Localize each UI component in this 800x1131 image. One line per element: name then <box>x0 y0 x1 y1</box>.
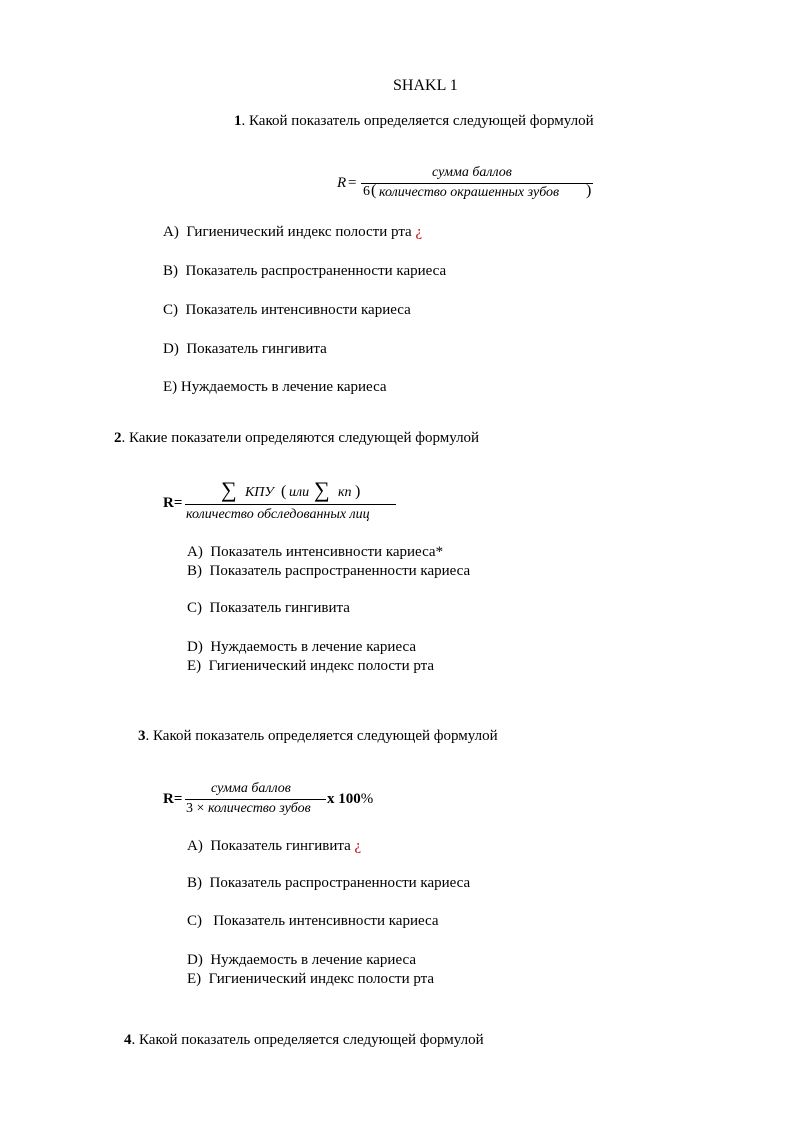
option-text: Гигиенический индекс полости рта <box>208 658 435 674</box>
formula-3-suffix-percent: % <box>360 791 374 807</box>
option-text: Нуждаемость в лечение кариеса <box>180 379 387 395</box>
option-text: Показатель гингивита <box>186 341 327 357</box>
option-mark: ¿ <box>354 838 362 854</box>
option-mark: ¿ <box>415 224 423 240</box>
formula-3-denominator-factor: 3 × <box>186 801 205 816</box>
formula-1-numerator: сумма баллов <box>432 165 512 180</box>
option-1b[interactable] <box>163 263 446 280</box>
question-4 <box>124 1032 484 1049</box>
option-label: E) <box>187 971 202 987</box>
option-label: A) <box>163 224 179 240</box>
formula-2-sigma-a: ∑ <box>221 477 237 502</box>
formula-3-numerator: сумма баллов <box>211 781 291 796</box>
option-text: Нуждаемость в лечение кариеса <box>210 639 416 655</box>
formula-1-paren-close: ) <box>586 182 592 199</box>
option-text: Показатель интенсивности кариеса <box>185 302 411 318</box>
option-text: Показатель гингивита <box>210 838 351 854</box>
formula-2-numerator-b: кп <box>338 485 352 500</box>
question-1-number: 1 <box>234 113 242 129</box>
option-text: Показатель интенсивности кариеса* <box>210 544 444 560</box>
option-text: Гигиенический индекс полости рта <box>208 971 435 987</box>
formula-2-paren-open: ( <box>281 483 287 500</box>
option-2e[interactable] <box>187 658 434 675</box>
question-1-text: . Какой показатель определяется следующей формулой <box>241 113 594 129</box>
formula-1-paren-open: ( <box>371 182 377 199</box>
question-2-number: 2 <box>114 430 122 446</box>
formula-2-numerator-a: КПУ <box>245 485 274 500</box>
option-label: D) <box>187 952 203 968</box>
option-label: D) <box>187 639 203 655</box>
formula-3-fraction-line <box>185 799 326 800</box>
option-1a[interactable] <box>163 224 422 241</box>
option-1c[interactable] <box>163 302 411 319</box>
page-title: SHAKL 1 <box>393 77 458 94</box>
option-2c[interactable] <box>187 600 350 617</box>
formula-2-sigma-b: ∑ <box>314 477 330 502</box>
option-3c[interactable] <box>187 913 439 930</box>
option-label: D) <box>163 341 179 357</box>
formula-2-paren-close: ) <box>355 483 361 500</box>
option-label: A) <box>187 838 203 854</box>
option-label: A) <box>187 544 203 560</box>
option-2b[interactable] <box>187 563 470 580</box>
option-text: Показатель распространенности кариеса <box>185 263 447 279</box>
option-label: C) <box>187 913 202 929</box>
option-3e[interactable] <box>187 971 434 988</box>
formula-3-denominator-text: количество зубов <box>208 801 311 816</box>
option-label: E) <box>187 658 202 674</box>
formula-2-lhs: R= <box>163 495 183 511</box>
option-text: Нуждаемость в лечение кариеса <box>210 952 416 968</box>
option-2d[interactable] <box>187 639 416 656</box>
question-1 <box>234 113 594 130</box>
formula-1-denominator-text: количество окрашенных зубов <box>379 185 560 200</box>
question-4-text: . Какой показатель определяется следующей формулой <box>131 1032 484 1048</box>
formula-3-lhs: R= <box>163 791 183 807</box>
option-3d[interactable] <box>187 952 416 969</box>
option-label: E) <box>163 379 178 395</box>
option-label: C) <box>187 600 202 616</box>
formula-1-denominator-factor: 6 <box>363 184 370 199</box>
option-text: Показатель распространенности кариеса <box>209 563 471 579</box>
formula-2-fraction-line <box>185 504 396 505</box>
formula-3-suffix-multiplier: x 100 <box>327 791 361 807</box>
option-2a[interactable] <box>187 544 443 561</box>
question-3 <box>138 728 498 745</box>
formula-2-or: или <box>289 485 310 500</box>
option-label: B) <box>187 563 202 579</box>
question-3-number: 3 <box>138 728 146 744</box>
question-3-text: . Какой показатель определяется следующей формулой <box>145 728 498 744</box>
option-text: Показатель распространенности кариеса <box>209 875 471 891</box>
question-4-number: 4 <box>124 1032 132 1048</box>
option-text: Показатель гингивита <box>209 600 350 616</box>
formula-1-lhs: R <box>337 175 347 191</box>
question-2 <box>114 430 479 447</box>
formula-1-fraction-line <box>361 183 593 184</box>
option-3a[interactable] <box>187 838 361 855</box>
option-1d[interactable] <box>163 341 327 358</box>
option-label: B) <box>163 263 178 279</box>
option-text: Показатель интенсивности кариеса <box>209 913 439 929</box>
option-3b[interactable] <box>187 875 470 892</box>
option-text: Гигиенический индекс полости рта <box>186 224 412 240</box>
formula-2-denominator: количество обследованных лиц <box>186 507 370 522</box>
formula-1-equals: = <box>348 175 357 191</box>
formula-3-suffix <box>327 791 373 808</box>
question-2-text: . Какие показатели определяются следующей формулой <box>121 430 480 446</box>
option-label: B) <box>187 875 202 891</box>
option-1e[interactable] <box>163 379 387 396</box>
option-label: C) <box>163 302 178 318</box>
